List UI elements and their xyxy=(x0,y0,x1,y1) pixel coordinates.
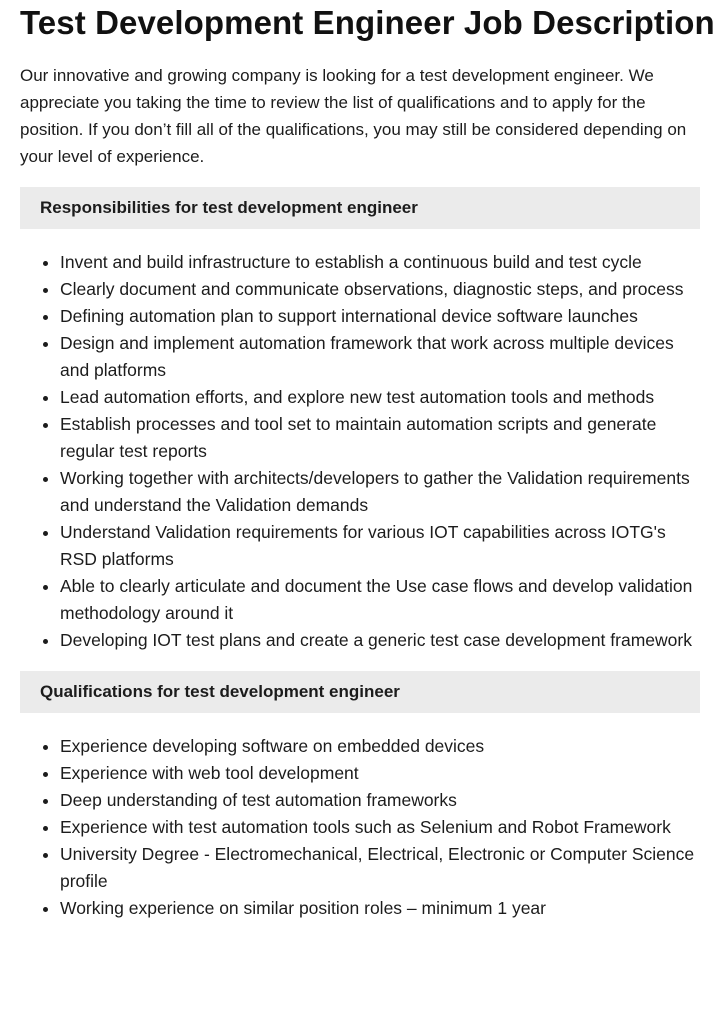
page-title: Test Development Engineer Job Description xyxy=(20,4,715,41)
list-item: • Design and implement automation framework that work across multiple devices and platforms xyxy=(60,330,700,384)
list-item: • University Degree - Electromechanical, Electrical, Electronic or Computer Science profile xyxy=(60,841,700,895)
responsibilities-heading: Responsibilities for test development engineer xyxy=(20,187,700,229)
intro-paragraph: Our innovative and growing company is looking for a test development engineer. We appreciate you taking the time to review the list of qualifications and to apply for the position. If you don’t fill all of the qualifications, you may still be considered depending on your level of experience. xyxy=(20,66,687,166)
list-item: • Understand Validation requirements for various IOT capabilities across IOTG's RSD platforms xyxy=(60,519,700,573)
list-item: • Establish processes and tool set to maintain automation scripts and generate regular test reports xyxy=(60,411,700,465)
list-item: • Experience with web tool development xyxy=(60,760,700,787)
list-item: • Able to clearly articulate and document the Use case flows and develop validation methodology around it xyxy=(60,573,700,627)
list-item: • Working experience on similar position roles – minimum 1 year xyxy=(60,895,700,922)
list-item: • Deep understanding of test automation frameworks xyxy=(60,787,700,814)
qualifications-list xyxy=(20,733,700,922)
list-item: • Lead automation efforts, and explore new test automation tools and methods xyxy=(60,384,700,411)
qualifications-heading: Qualifications for test development engineer xyxy=(20,671,700,713)
list-item: • Experience developing software on embedded devices xyxy=(60,733,700,760)
list-item: • Invent and build infrastructure to establish a continuous build and test cycle xyxy=(60,249,700,276)
list-item: • Developing IOT test plans and create a generic test case development framework xyxy=(60,627,700,654)
list-item: • Clearly document and communicate observations, diagnostic steps, and process xyxy=(60,276,700,303)
responsibilities-list xyxy=(20,249,700,654)
list-item: • Working together with architects/developers to gather the Validation requirements and understand the Validation demands xyxy=(60,465,700,519)
list-item: • Experience with test automation tools such as Selenium and Robot Framework xyxy=(60,814,700,841)
list-item: • Defining automation plan to support international device software launches xyxy=(60,303,700,330)
